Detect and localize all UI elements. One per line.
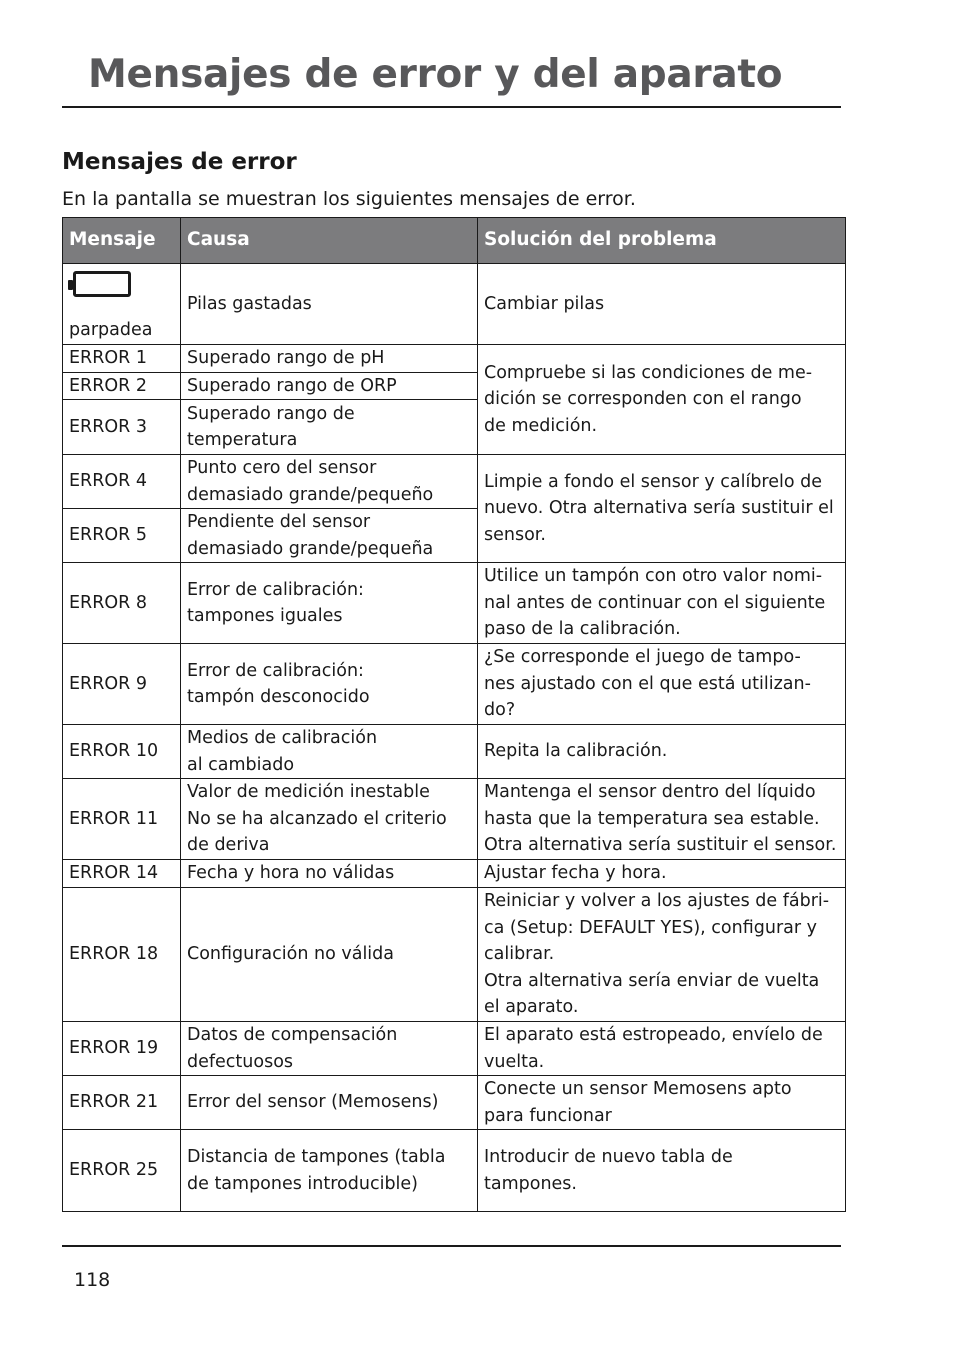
solucion-cell: Repita la calibración.: [478, 725, 846, 779]
causa-cell: Fecha y hora no válidas: [181, 860, 478, 888]
mensaje-cell: ERROR 3: [63, 400, 181, 455]
causa-cell: Superado rango de pH: [181, 344, 478, 372]
solucion-cell: ¿Se corresponde el juego de tampo- nes ajustado con el que está utilizan- do?: [478, 644, 846, 725]
solucion-cell: Compruebe si las condiciones de me- dición se corresponden con el rango de medición.: [478, 344, 846, 455]
causa-cell: Valor de medición inestable No se ha alcanzado el criterio de deriva: [181, 779, 478, 860]
footer-divider: [62, 1245, 841, 1247]
solucion-cell: El aparato está estropeado, envíelo de vuelta.: [478, 1022, 846, 1076]
mensaje-cell: ERROR 9: [63, 644, 181, 725]
mensaje-cell: ERROR 8: [63, 563, 181, 644]
table-row: [63, 264, 846, 345]
table-header-row: [63, 218, 846, 264]
column-header-mensaje: Mensaje: [63, 218, 181, 264]
intro-text: En la pantalla se muestran los siguientes mensajes de error.: [62, 188, 636, 210]
mensaje-cell: ERROR 25: [63, 1130, 181, 1212]
table-row: [63, 725, 846, 779]
causa-cell: Medios de calibración al cambiado: [181, 725, 478, 779]
mensaje-cell: ERROR 14: [63, 860, 181, 888]
table-row: [63, 860, 846, 888]
column-header-causa: Causa: [181, 218, 478, 264]
causa-cell: Pendiente del sensor demasiado grande/pequeña: [181, 509, 478, 563]
title-divider: [62, 106, 841, 108]
mensaje-cell: ERROR 19: [63, 1022, 181, 1076]
table-row: [63, 563, 846, 644]
causa-cell: Datos de compensación defectuosos: [181, 1022, 478, 1076]
solucion-cell: Cambiar pilas: [478, 264, 846, 345]
table-row: [63, 644, 846, 725]
causa-cell: Distancia de tampones (tabla de tampones introducible): [181, 1130, 478, 1212]
causa-cell: Error de calibración: tampones iguales: [181, 563, 478, 644]
column-header-solucion: Solución del problema: [478, 218, 846, 264]
mensaje-cell: ERROR 10: [63, 725, 181, 779]
mensaje-cell: ERROR 1: [63, 344, 181, 372]
solucion-cell: Reiniciar y volver a los ajustes de fábri- ca (Setup: DEFAULT YES), configurar y calibrar. Otra alternativa sería enviar de vuelta el aparato.: [478, 888, 846, 1022]
causa-cell: Error del sensor (Memosens): [181, 1076, 478, 1130]
mensaje-cell: ERROR 18: [63, 888, 181, 1022]
causa-cell: Superado rango de ORP: [181, 372, 478, 400]
page-number: 118: [74, 1269, 111, 1291]
table-row: [63, 1130, 846, 1212]
causa-cell: Pilas gastadas: [181, 264, 478, 345]
mensaje-cell: ERROR 2: [63, 372, 181, 400]
table-row: [63, 888, 846, 1022]
section-heading: Mensajes de error: [62, 149, 297, 175]
table-row: [63, 344, 846, 372]
blink-label: parpadea: [69, 320, 153, 340]
causa-cell: Configuración no válida: [181, 888, 478, 1022]
error-messages-table: [62, 217, 846, 1212]
solucion-cell: Limpie a fondo el sensor y calíbrelo de nuevo. Otra alternativa sería sustituir el sensor.: [478, 455, 846, 563]
mensaje-cell: ERROR 11: [63, 779, 181, 860]
causa-cell: Error de calibración: tampón desconocido: [181, 644, 478, 725]
solucion-cell: Utilice un tampón con otro valor nomi- nal antes de continuar con el siguiente paso de la calibración.: [478, 563, 846, 644]
solucion-cell: Introducir de nuevo tabla de tampones.: [478, 1130, 846, 1212]
solucion-cell: Mantenga el sensor dentro del líquido hasta que la temperatura sea estable. Otra alternativa sería sustituir el sensor.: [478, 779, 846, 860]
mensaje-cell: ERROR 5: [63, 509, 181, 563]
solucion-cell: Conecte un sensor Memosens apto para funcionar: [478, 1076, 846, 1130]
mensaje-cell: ERROR 21: [63, 1076, 181, 1130]
causa-cell: Punto cero del sensor demasiado grande/pequeño: [181, 455, 478, 509]
mensaje-cell: ERROR 4: [63, 455, 181, 509]
table-row: [63, 1076, 846, 1130]
solucion-cell: Ajustar fecha y hora.: [478, 860, 846, 888]
table-row: [63, 779, 846, 860]
table-row: [63, 455, 846, 509]
page-title: Mensajes de error y del aparato: [88, 52, 783, 97]
table-row: [63, 1022, 846, 1076]
mensaje-cell: [63, 264, 181, 345]
causa-cell: Superado rango de temperatura: [181, 400, 478, 455]
battery-empty-icon: [73, 271, 131, 297]
